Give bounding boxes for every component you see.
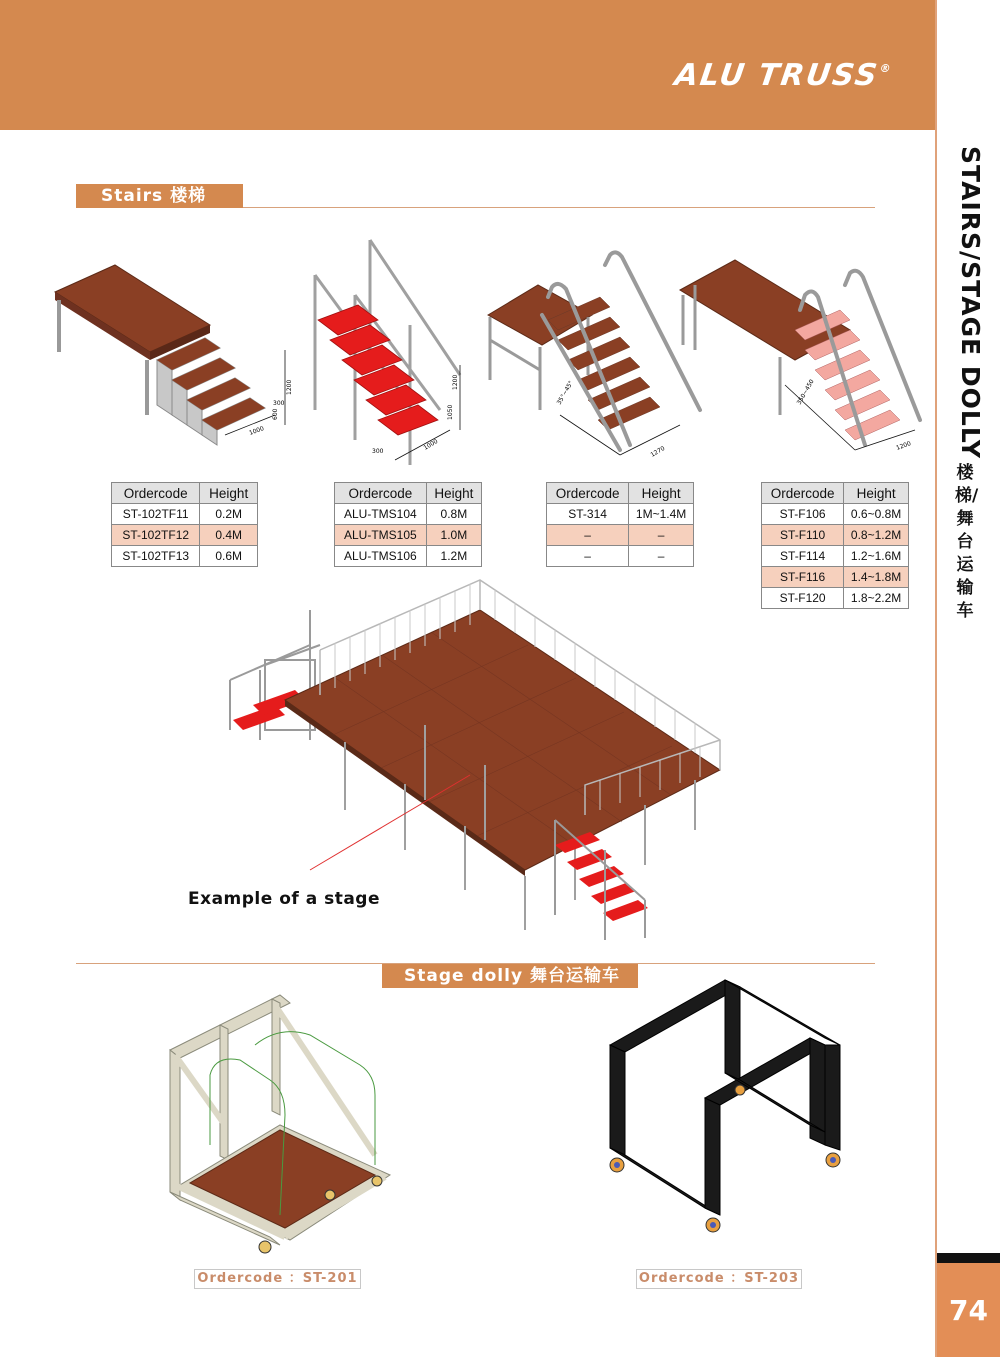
rail-divider (935, 0, 937, 1357)
dim-label: 35°~45° (555, 379, 575, 406)
table-row (762, 588, 909, 609)
dim-label: 1200 (452, 374, 459, 390)
cell-height: 1.8~2.2M (844, 588, 909, 609)
table-row (762, 546, 909, 567)
cell-ordercode: ST-102TF11 (112, 504, 200, 525)
dim-label: 1000 (248, 425, 266, 437)
table-row (762, 504, 909, 525)
stair-illustration-tms (300, 235, 475, 470)
dim-label: 600 (272, 408, 279, 420)
spec-table-tms (334, 482, 482, 567)
cell-ordercode: ST-F120 (762, 588, 844, 609)
cell-height: – (629, 546, 694, 567)
cell-height: 0.4M (200, 525, 258, 546)
ordercode-st201: Ordercode ：ST-201 (194, 1269, 361, 1289)
column-header-height: Height (426, 483, 481, 504)
section-rule (243, 207, 875, 208)
cell-height: 0.8~1.2M (844, 525, 909, 546)
column-header-ordercode: Ordercode (547, 483, 629, 504)
stair-illustration-stf (675, 245, 925, 470)
brand-logo: ALU TRUSS® (672, 58, 892, 93)
table-row (335, 546, 482, 567)
table-row (762, 525, 909, 546)
cell-ordercode: ST-F114 (762, 546, 844, 567)
dim-label: 350~450 (795, 378, 816, 406)
spec-table-stf (761, 482, 909, 609)
cell-ordercode: ST-314 (547, 504, 629, 525)
cell-ordercode: ST-F116 (762, 567, 844, 588)
table-row (762, 567, 909, 588)
column-header-ordercode: Ordercode (112, 483, 200, 504)
side-title: STAIRS/STAGE DOLLY (956, 146, 985, 459)
column-header-height: Height (629, 483, 694, 504)
cell-ordercode: ALU-TMS104 (335, 504, 427, 525)
ordercode-st203: Ordercode ：ST-203 (636, 1269, 802, 1289)
column-header-ordercode: Ordercode (335, 483, 427, 504)
side-title-cn: 楼梯/舞台运输车 (955, 463, 979, 621)
cell-height: 0.8M (426, 504, 481, 525)
table-row (112, 546, 258, 567)
column-header-height: Height (844, 483, 909, 504)
page-number: 74 (949, 1294, 988, 1327)
cell-ordercode: – (547, 546, 629, 567)
table-row (112, 525, 258, 546)
cell-height: 0.2M (200, 504, 258, 525)
page-bar (937, 1253, 1000, 1263)
table-row (335, 504, 482, 525)
spec-table-st314 (546, 482, 694, 567)
dim-label: 1000 (422, 438, 440, 452)
dim-label: 300 (372, 448, 384, 455)
table-row (547, 546, 694, 567)
table-row (112, 504, 258, 525)
dolly-st203-illustration (595, 975, 860, 1255)
table-row (547, 525, 694, 546)
dim-label: 1200 (286, 379, 293, 395)
cell-height: 1.2M (426, 546, 481, 567)
cell-ordercode: ALU-TMS106 (335, 546, 427, 567)
stair-illustration-tf (45, 230, 305, 465)
section-title-stairs: Stairs 楼梯 (76, 184, 243, 208)
spec-table-tf (111, 482, 258, 567)
cell-height: – (629, 525, 694, 546)
dim-label: 1270 (649, 445, 667, 459)
cell-ordercode: ALU-TMS105 (335, 525, 427, 546)
column-header-height: Height (200, 483, 258, 504)
table-row (335, 525, 482, 546)
column-header-ordercode: Ordercode (762, 483, 844, 504)
table-row (547, 504, 694, 525)
cell-height: 1M~1.4M (629, 504, 694, 525)
cell-ordercode: – (547, 525, 629, 546)
cell-height: 1.0M (426, 525, 481, 546)
cell-ordercode: ST-F110 (762, 525, 844, 546)
cell-height: 0.6~0.8M (844, 504, 909, 525)
cell-ordercode: ST-F106 (762, 504, 844, 525)
dim-label: 1050 (447, 404, 454, 420)
cell-height: 1.4~1.8M (844, 567, 909, 588)
dim-label: 1200 (895, 440, 913, 452)
cell-height: 1.2~1.6M (844, 546, 909, 567)
stage-example-caption: Example of a stage (188, 889, 381, 909)
section-title-dolly: Stage dolly 舞台运输车 (382, 964, 638, 988)
cell-ordercode: ST-102TF13 (112, 546, 200, 567)
dolly-st201-illustration (160, 985, 410, 1255)
dim-label: 300 (273, 400, 285, 407)
cell-ordercode: ST-102TF12 (112, 525, 200, 546)
cell-height: 0.6M (200, 546, 258, 567)
